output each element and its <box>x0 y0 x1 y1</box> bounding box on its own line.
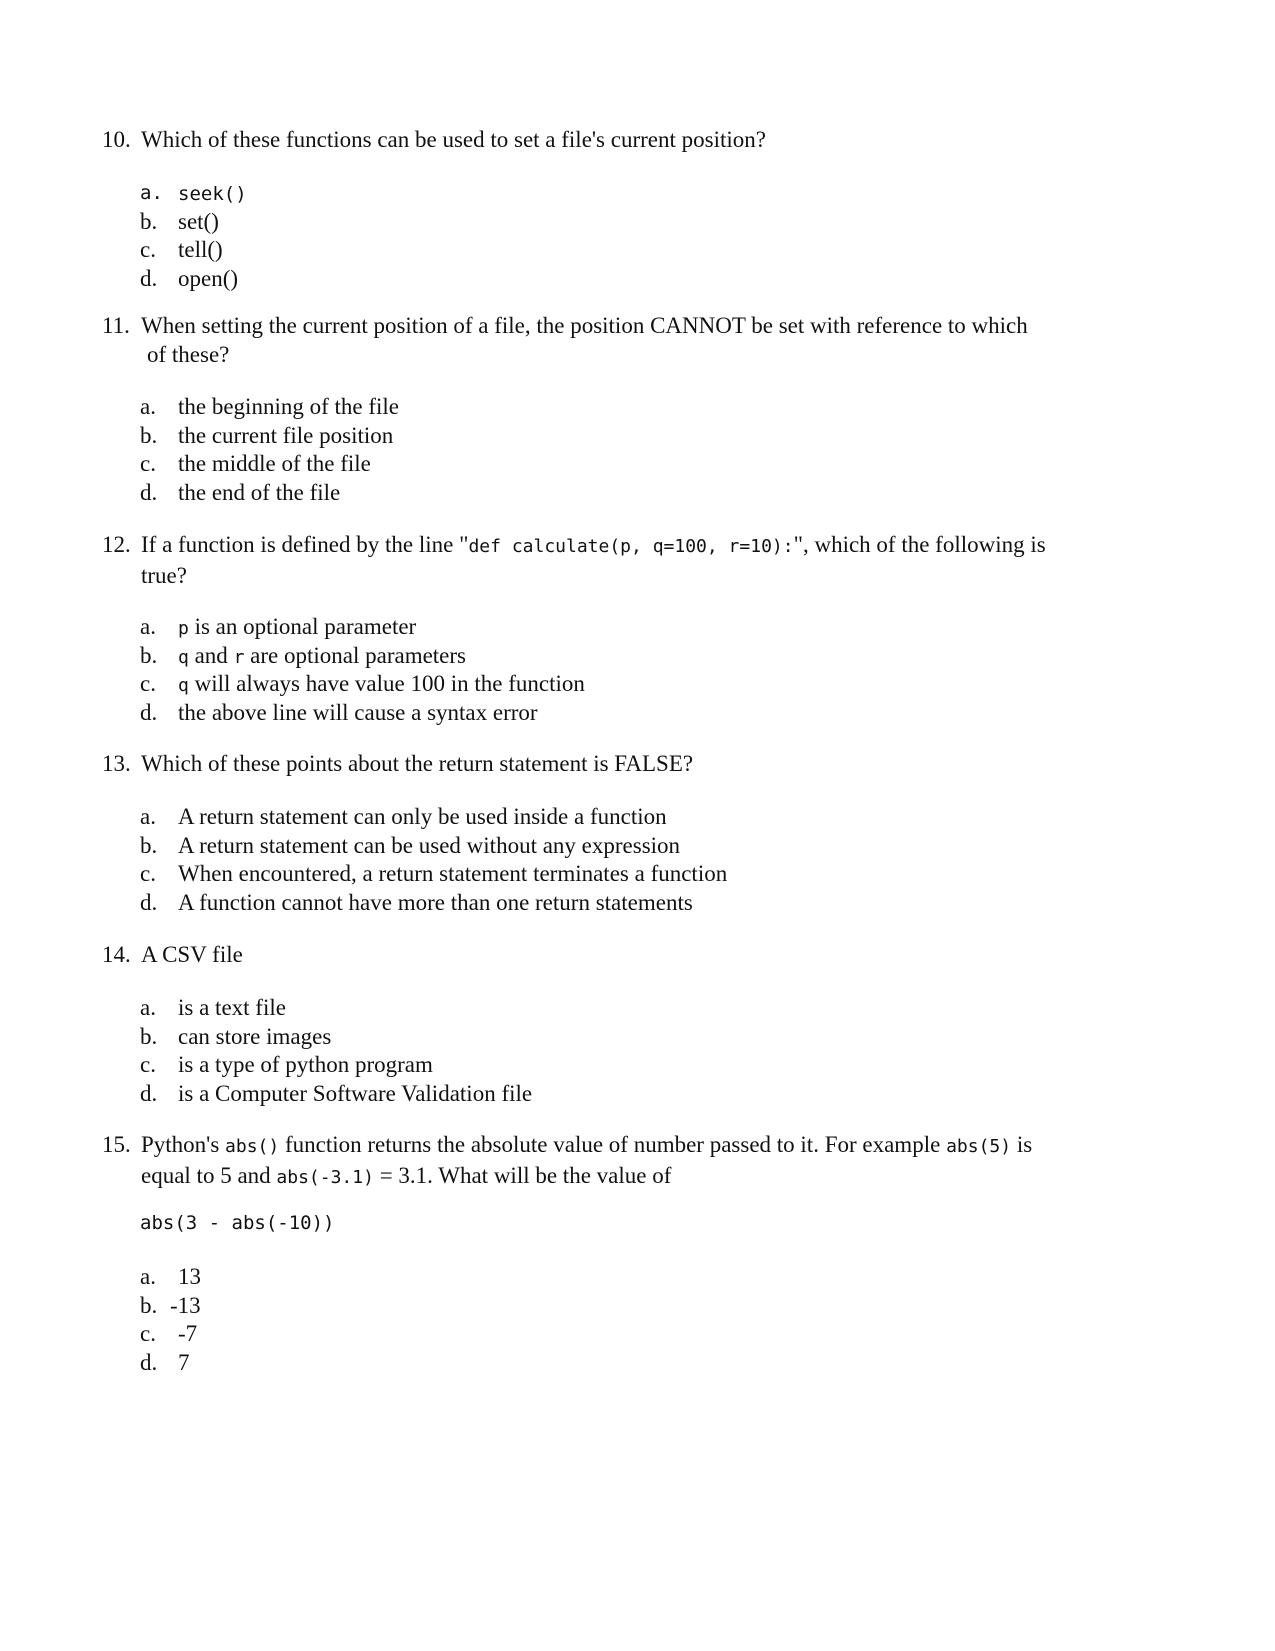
code-snippet: abs(3 - abs(-10)) <box>140 1212 335 1234</box>
option-letter: c. <box>140 237 156 262</box>
question-text: Which of these functions can be used to set a file's current position? <box>141 127 766 152</box>
question-text-line-2: of these? <box>147 342 230 367</box>
option-text: open() <box>178 265 239 291</box>
option-letter: c. <box>140 1321 156 1346</box>
option-text: When encountered, a return statement terminates a function <box>178 861 728 886</box>
answer-options <box>140 803 727 917</box>
question-text-post: ", which of the following is <box>793 532 1046 557</box>
option-text: the current file position <box>178 422 394 448</box>
question-code: abs(5) <box>946 1136 1012 1157</box>
option-text: the end of the file <box>178 479 341 505</box>
option-letter: b. <box>140 1292 158 1318</box>
question-text-line-1: When setting the current position of a file, the position CANNOT be set with reference to which <box>141 313 1028 338</box>
option-letter: a. <box>140 614 156 639</box>
question-number: 11. <box>102 313 130 338</box>
option-b[interactable] <box>140 208 247 237</box>
option-letter: b. <box>140 642 158 668</box>
question-text: is <box>1011 1132 1033 1157</box>
option-letter: b. <box>140 1023 158 1049</box>
option-letter: a. <box>140 995 156 1020</box>
option-c[interactable] <box>140 860 727 889</box>
option-a[interactable] <box>140 994 532 1023</box>
option-letter: d. <box>140 889 158 915</box>
option-a[interactable] <box>140 393 399 422</box>
option-d[interactable] <box>140 479 399 508</box>
question-text-line-2: true? <box>141 563 187 588</box>
question-text: = 3.1. What will be the value of <box>373 1163 672 1188</box>
answer-options <box>140 994 532 1108</box>
question-text: Which of these points about the return statement is FALSE? <box>141 751 694 776</box>
option-text: seek() <box>178 183 247 205</box>
answer-options <box>140 179 247 293</box>
option-text: is an optional parameter <box>188 614 417 639</box>
option-c[interactable] <box>140 1320 201 1349</box>
question-code: abs() <box>225 1136 280 1157</box>
question-stem <box>102 530 1132 590</box>
question-number: 10. <box>102 127 131 152</box>
option-letter: d. <box>140 479 158 505</box>
option-text: set() <box>178 208 219 234</box>
option-text: the beginning of the file <box>178 394 399 419</box>
option-text: -13 <box>170 1292 201 1318</box>
option-d[interactable] <box>140 1080 532 1109</box>
question-10 <box>102 125 1132 291</box>
option-d[interactable] <box>140 699 585 728</box>
option-letter: a. <box>140 804 156 829</box>
option-b[interactable] <box>140 642 585 671</box>
question-text: Python's <box>141 1132 226 1157</box>
question-text: function returns the absolute value of number passed to it. For example <box>279 1132 947 1157</box>
option-code: r <box>233 646 245 668</box>
option-text: -7 <box>178 1321 198 1346</box>
option-b[interactable] <box>140 832 727 861</box>
option-a[interactable] <box>140 179 247 208</box>
question-stem <box>102 749 1132 778</box>
option-code: p <box>178 618 189 639</box>
answer-options <box>140 393 399 507</box>
option-a[interactable] <box>140 1263 201 1292</box>
question-stem <box>102 940 1132 969</box>
question-code: abs(-3.1) <box>276 1167 374 1188</box>
question-text: A CSV file <box>141 942 243 967</box>
option-b[interactable] <box>140 422 399 451</box>
option-b[interactable] <box>140 1292 201 1321</box>
option-a[interactable] <box>140 803 727 832</box>
option-text: A function cannot have more than one return statements <box>178 889 693 915</box>
question-11 <box>102 311 1132 505</box>
option-text: is a type of python program <box>178 1052 433 1077</box>
question-14 <box>102 940 1132 1106</box>
question-stem <box>102 1130 1132 1192</box>
question-text: equal to 5 and <box>141 1163 277 1188</box>
option-text: is a text file <box>178 995 286 1020</box>
question-12 <box>102 530 1132 725</box>
option-letter: c. <box>140 451 156 476</box>
option-text: the above line will cause a syntax error <box>178 699 538 725</box>
option-d[interactable] <box>140 1349 201 1378</box>
option-letter: c. <box>140 1052 156 1077</box>
option-letter: d. <box>140 699 158 725</box>
option-letter: b. <box>140 422 158 448</box>
question-stem <box>102 311 1132 369</box>
answer-options <box>140 613 585 727</box>
option-code: q <box>178 646 189 668</box>
option-letter: a. <box>140 394 156 419</box>
option-c[interactable] <box>140 1051 532 1080</box>
option-text: the middle of the file <box>178 451 371 476</box>
option-text: can store images <box>178 1023 332 1049</box>
option-text: A return statement can only be used inside a function <box>178 804 667 829</box>
question-13 <box>102 749 1132 915</box>
option-text: 13 <box>178 1264 201 1289</box>
option-text: 7 <box>178 1349 190 1375</box>
question-number: 13. <box>102 751 131 776</box>
question-code: def calculate(p, q=100, r=10): <box>468 536 794 557</box>
question-15 <box>102 1130 1132 1375</box>
option-letter: b. <box>140 832 158 858</box>
option-c[interactable] <box>140 236 247 265</box>
option-letter: c. <box>140 671 156 696</box>
option-c[interactable] <box>140 450 399 479</box>
option-letter: a. <box>140 182 163 204</box>
option-letter: d. <box>140 1080 158 1106</box>
question-stem <box>102 125 1132 154</box>
option-text: are optional parameters <box>244 642 466 668</box>
option-b[interactable] <box>140 1023 532 1052</box>
option-text: A return statement can be used without any expression <box>178 832 681 858</box>
option-code: q <box>178 675 189 696</box>
option-letter: d. <box>140 265 158 291</box>
question-text-pre: If a function is defined by the line " <box>141 532 469 557</box>
option-a[interactable] <box>140 613 585 642</box>
option-c[interactable] <box>140 670 585 699</box>
option-letter: c. <box>140 861 156 886</box>
option-letter: a. <box>140 1264 156 1289</box>
answer-options <box>140 1263 201 1377</box>
option-d[interactable] <box>140 265 247 294</box>
question-number: 15. <box>102 1132 131 1157</box>
option-letter: d. <box>140 1349 158 1375</box>
option-d[interactable] <box>140 889 727 918</box>
question-number: 14. <box>102 942 131 967</box>
option-text: tell() <box>178 237 223 262</box>
option-text: will always have value 100 in the function <box>188 671 585 696</box>
option-text: and <box>188 642 234 668</box>
option-text: is a Computer Software Validation file <box>178 1080 533 1106</box>
option-letter: b. <box>140 208 158 234</box>
question-number: 12. <box>102 532 131 557</box>
